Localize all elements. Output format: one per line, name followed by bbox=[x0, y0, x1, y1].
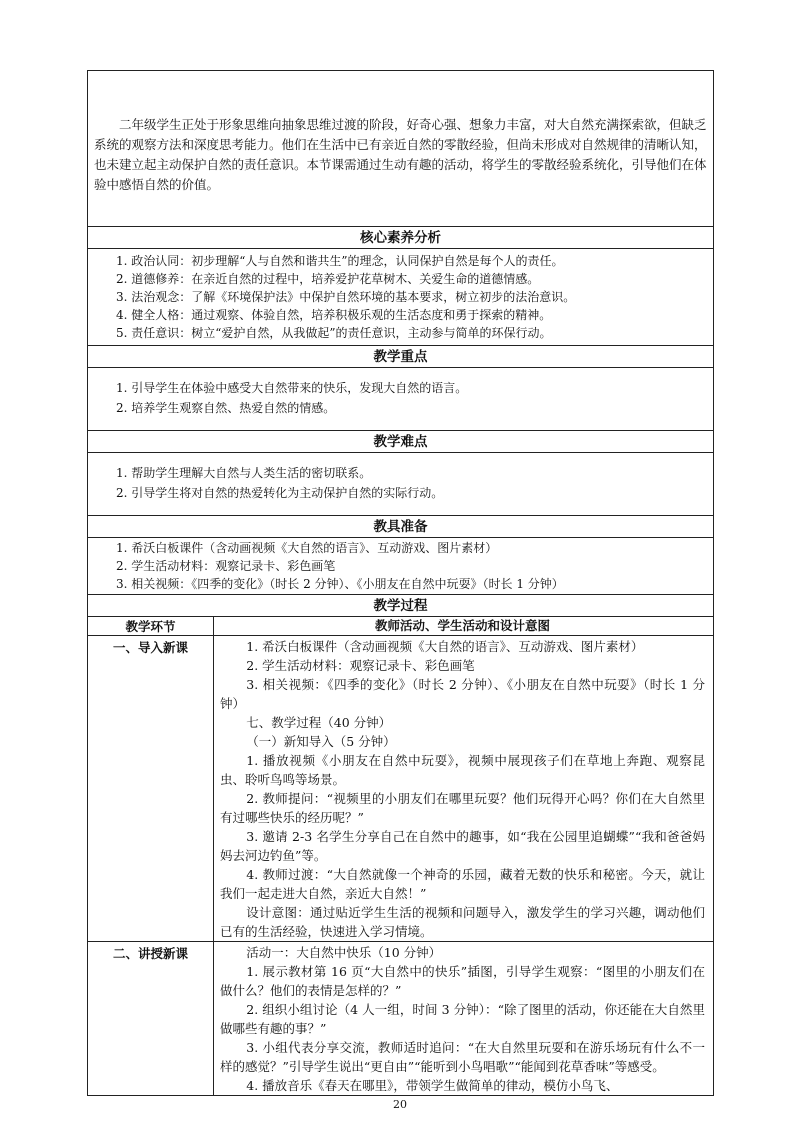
process-column-header bbox=[88, 617, 713, 636]
paragraph: 4. 播放音乐《春天在哪里》，带领学生做简单的律动，模仿小鸟飞、 bbox=[246, 1078, 619, 1093]
process-row-new-lesson bbox=[88, 942, 713, 1095]
list-item: 4. 健全人格：通过观察、体验自然，培养积极乐观的生活态度和勇于探索的精神。 bbox=[116, 308, 552, 322]
list-item: 3. 法治观念：了解《环境保护法》中保护自然环境的基本要求，树立初步的法治意识。 bbox=[116, 290, 576, 304]
teaching-focus-header: 教学重点 bbox=[88, 346, 713, 368]
paragraph: 1. 希沃白板课件（含动画视频《大自然的语言》、互动游戏、图片素材） bbox=[246, 639, 644, 654]
paragraph: （一）新知导入（5 分钟） bbox=[246, 734, 396, 749]
core-literacy-list bbox=[88, 249, 713, 346]
process-row-intro bbox=[88, 636, 713, 942]
paragraph: 3. 小组代表分享交流，教师适时追问：“在大自然里玩耍和在游乐场玩有什么不一样的感觉？”引导学生说出“更自由”“能听到小鸟唱歌”“能闻到花草香味”等感受。 bbox=[220, 1040, 705, 1074]
paragraph: 2. 学生活动材料：观察记录卡、彩色画笔 bbox=[246, 658, 475, 673]
list-item: 1. 希沃白板课件（含动画视频《大自然的语言》、互动游戏、图片素材） bbox=[116, 541, 498, 555]
list-item: 1. 帮助学生理解大自然与人类生活的密切联系。 bbox=[116, 466, 372, 480]
stage-content bbox=[214, 942, 713, 1095]
list-item: 5. 责任意识：树立“爱护自然，从我做起”的责任意识，主动参与简单的环保行动。 bbox=[116, 326, 552, 340]
paragraph: 3. 邀请 2-3 名学生分享自己在自然中的趣事，如“我在公园里追蝴蝶”“我和爸爸妈妈去河边钓鱼”等。 bbox=[220, 829, 705, 863]
student-analysis-cell bbox=[88, 71, 713, 227]
activity-column-header: 教师活动、学生活动和设计意图 bbox=[374, 618, 550, 633]
stage-content bbox=[214, 636, 713, 941]
list-item: 3. 相关视频：《四季的变化》（时长 2 分钟）、《小朋友在自然中玩耍》（时长 1 分钟） bbox=[116, 577, 564, 591]
paragraph: 1. 播放视频《小朋友在自然中玩耍》，视频中展现孩子们在草地上奔跑、观察昆虫、聆听鸟鸣等场景。 bbox=[220, 753, 705, 787]
teaching-tools-list bbox=[88, 538, 713, 595]
lesson-plan-table bbox=[87, 70, 714, 1096]
list-item: 2. 引导学生将对自然的热爱转化为主动保护自然的实际行动。 bbox=[116, 486, 444, 500]
list-item: 1. 引导学生在体验中感受大自然带来的快乐，发现大自然的语言。 bbox=[116, 381, 468, 395]
teaching-tools-header: 教具准备 bbox=[88, 516, 713, 538]
teaching-difficulty-header: 教学难点 bbox=[88, 431, 713, 453]
stage-label: 一、导入新课 bbox=[88, 636, 214, 941]
paragraph: 活动一：大自然中快乐（10 分钟） bbox=[246, 945, 442, 960]
list-item: 2. 培养学生观察自然、热爱自然的情感。 bbox=[116, 401, 336, 415]
paragraph: 3. 相关视频：《四季的变化》（时长 2 分钟）、《小朋友在自然中玩耍》（时长 1 分钟） bbox=[220, 677, 705, 711]
page-number: 20 bbox=[393, 1098, 407, 1111]
paragraph: 设计意图：通过贴近学生生活的视频和问题导入，激发学生的学习兴趣，调动他们已有的生活经验，快速进入学习情境。 bbox=[220, 905, 705, 939]
stage-column-header: 教学环节 bbox=[88, 617, 214, 635]
list-item: 2. 学生活动材料：观察记录卡、彩色画笔 bbox=[116, 559, 336, 573]
teaching-focus-list bbox=[88, 368, 713, 431]
core-literacy-header: 核心素养分析 bbox=[88, 227, 713, 249]
student-analysis-text: 二年级学生正处于形象思维向抽象思维过渡的阶段，好奇心强、想象力丰富，对大自然充满探索欲，但缺乏系统的观察方法和深度思考能力。他们在生活中已有亲近自然的零散经验，但尚未形成对自然规律的清晰认知，也未建立起主动保护自然的责任意识。本节课需通过生动有趣的活动，将学生的零散经验系统化，引导他们在体验中感悟自然的价值。 bbox=[94, 117, 707, 192]
teaching-difficulty-list bbox=[88, 453, 713, 516]
paragraph: 2. 组织小组讨论（4 人一组，时间 3 分钟）：“除了图里的活动，你还能在大自然里做哪些有趣的事？” bbox=[220, 1002, 705, 1036]
paragraph: 七、教学过程（40 分钟） bbox=[246, 715, 392, 730]
list-item: 2. 道德修养：在亲近自然的过程中，培养爱护花草树木、关爱生命的道德情感。 bbox=[116, 272, 540, 286]
paragraph: 4. 教师过渡：“大自然就像一个神奇的乐园，藏着无数的快乐和秘密。今天，就让我们一起走进大自然，亲近大自然！” bbox=[220, 867, 705, 901]
teaching-process-header: 教学过程 bbox=[88, 595, 713, 617]
list-item: 1. 政治认同：初步理解“人与自然和谐共生”的理念，认同保护自然是每个人的责任。 bbox=[116, 254, 564, 268]
paragraph: 2. 教师提问：“视频里的小朋友们在哪里玩耍？他们玩得开心吗？你们在大自然里有过哪些快乐的经历呢？” bbox=[220, 791, 705, 825]
paragraph: 1. 展示教材第 16 页“大自然中的快乐”插图，引导学生观察：“图里的小朋友们在做什么？他们的表情是怎样的？” bbox=[220, 964, 705, 998]
stage-label: 二、讲授新课 bbox=[88, 942, 214, 1095]
